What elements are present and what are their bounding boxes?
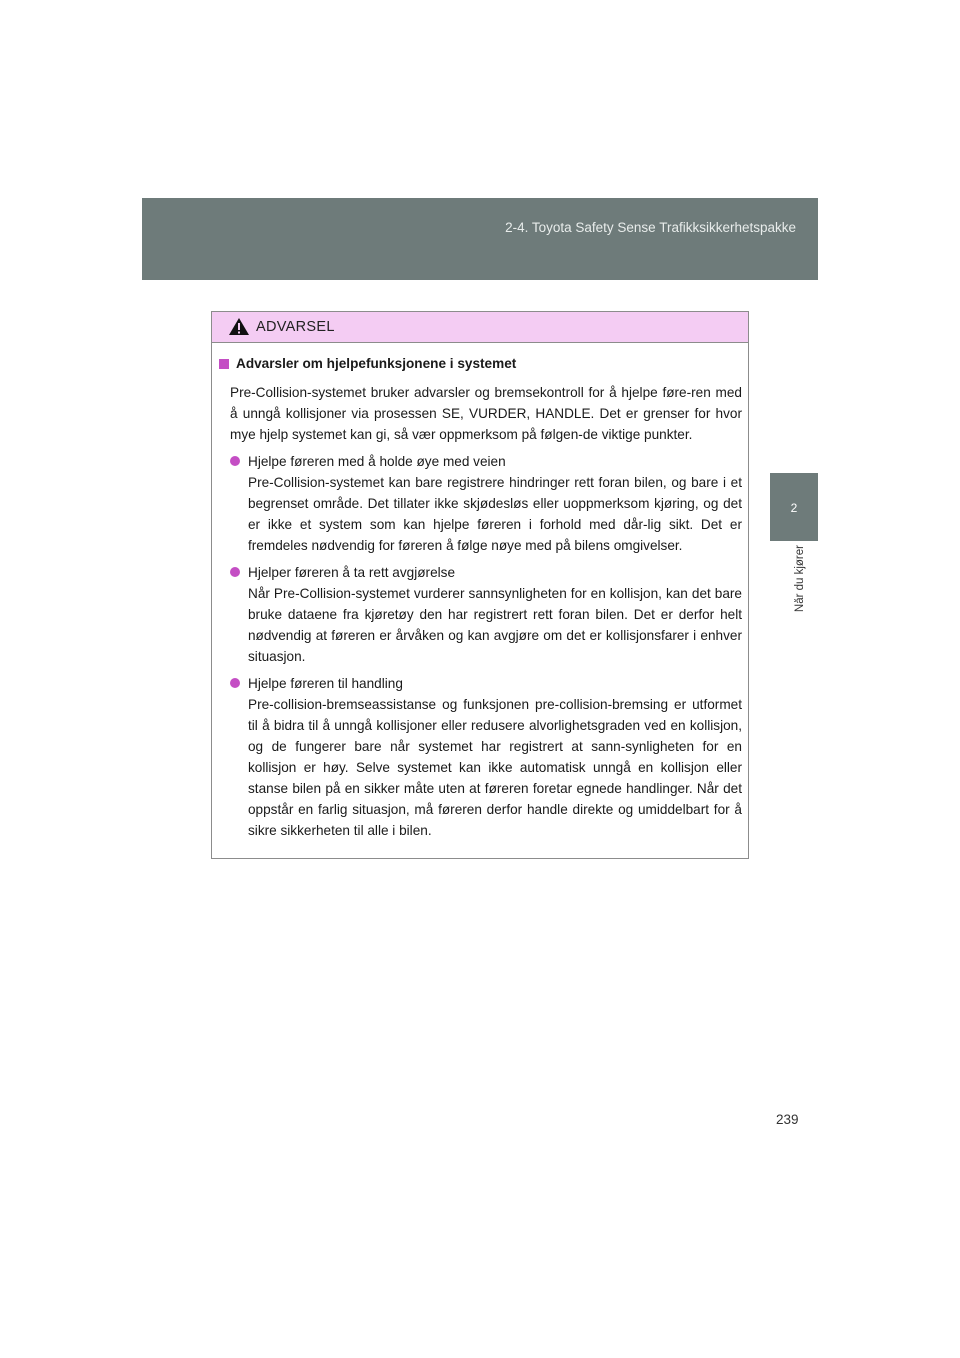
list-item-title: Hjelpe føreren med å holde øye med veien [248,454,506,469]
page-number: 239 [776,1112,799,1127]
circle-bullet-icon [230,456,240,466]
warning-triangle-icon [228,317,250,336]
chapter-tab [770,473,818,541]
list-item [230,562,742,667]
chapter-number: 2 [790,501,798,515]
list-item-text: Pre-Collision-systemet kan bare registrere hindringer rett foran bilen, og bare i et begrenset område. Det tillater ikke skjødesløs eller uoppmerksom kjøring, og det er ikke et system som kan hjelpe føreren i forhold med dår-lig sikt. Det er fremdeles nødvendig for føreren å følge nøye med på bilens omgivelser. [248,475,742,553]
section-heading [219,353,742,374]
section-title: 2-4. Toyota Safety Sense Trafikksikkerhetspakke [505,220,796,235]
list-item [230,451,742,556]
warning-title: ADVARSEL [256,319,335,335]
list-item-title: Hjelpe føreren til handling [248,676,403,691]
list-item-title: Hjelper føreren å ta rett avgjørelse [248,565,456,580]
list-item [230,673,742,841]
warning-box [211,311,749,859]
circle-bullet-icon [230,678,240,688]
circle-bullet-icon [230,567,240,577]
warning-header [212,312,748,343]
chapter-label: Når du kjører [794,545,806,613]
intro-paragraph: Pre-Collision-systemet bruker advarsler og bremsekontroll for å hjelpe føre-ren med å unngå kollisjoner via prosessen SE, VURDER, HANDLE. Det er grenser for hvor mye hjelp systemet kan gi, så vær oppmerksom på følgen-de viktige punkter. [230,385,742,442]
square-bullet-icon [219,359,229,369]
chapter-header-band [142,198,818,280]
list-item-text: Når Pre-Collision-systemet vurderer sannsynligheten for en kollisjon, kan det bare bruke dataene fra kjøretøy den har registrert rett foran bilen. Det er derfor helt nødvendig at føreren er årvåken og kan avgjøre om det er kollisjonsfarer i enhver situasjon. [248,586,742,664]
list-item-text: Pre-collision-bremseassistanse og funksjonen pre-collision-bremsing er utformet til å bidra til å unngå kollisjoner eller redusere alvorlighetsgraden ved en kollisjon, og de fungerer bare når systemet har registrert at sann-synligheten for en kollisjon er høy. Selve systemet kan ikke automatisk unngå en kollisjon eller stanse bilen på en sikker måte uten at føreren foretar egnede handlinger. Når det oppstår en farlig situasjon, må føreren derfor handle direkte og umiddelbart for å sikre sikkerheten til alle i bilen. [248,697,742,838]
warning-body [212,343,748,841]
section-heading-text: Advarsler om hjelpefunksjonene i systemet [236,356,517,371]
